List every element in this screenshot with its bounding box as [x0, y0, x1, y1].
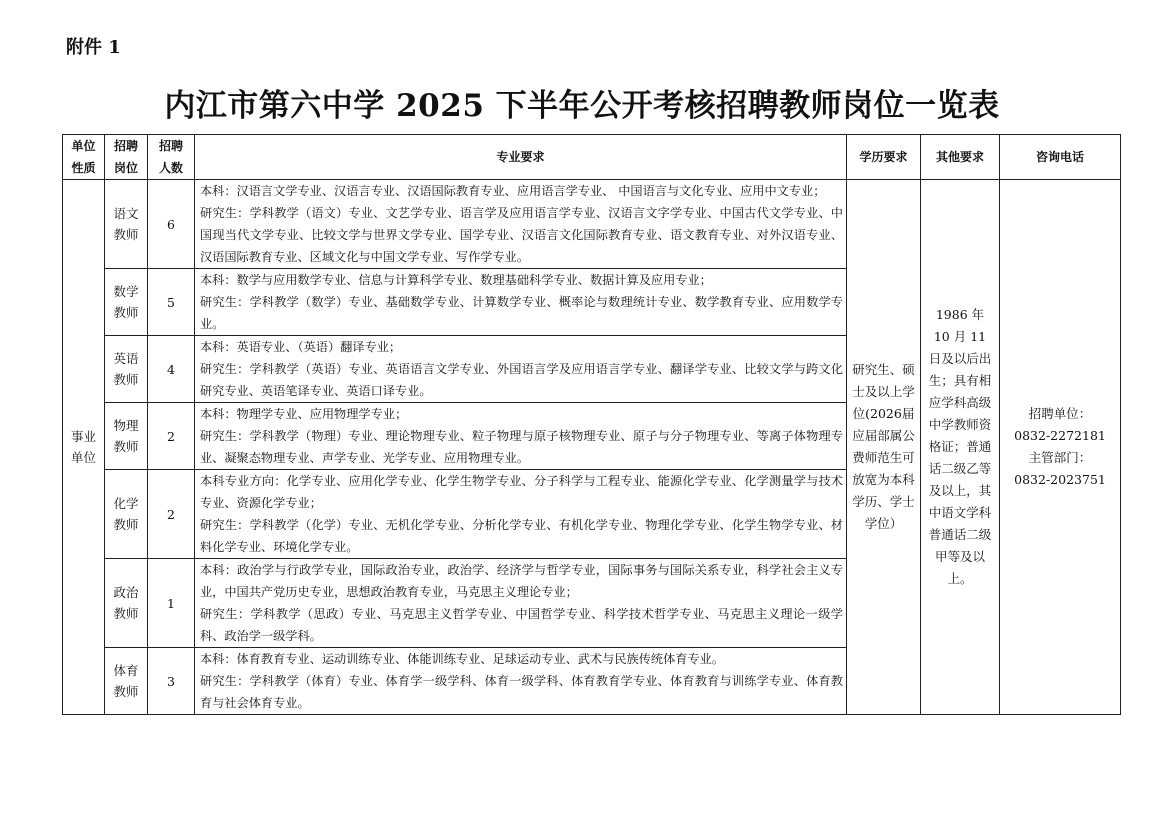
- page-title: 内江市第六中学 2025 下半年公开考核招聘教师岗位一览表: [164, 88, 1000, 124]
- header-major: 专业要求: [195, 135, 847, 180]
- post-cell: 语文 教师: [105, 180, 148, 269]
- recruitment-table: [62, 134, 1121, 715]
- attachment-label: 附件 1: [66, 37, 121, 58]
- count-cell: 6: [148, 180, 195, 269]
- other-requirement-cell: 1986 年 10 月 11 日及以后出生；具有相应学科高级中学教师资格证；普通话二级乙等及以上，其中语文学科普通话二级甲等及以上。: [921, 180, 1000, 715]
- education-cell: 研究生、硕士及以上学位(2026届应届部属公费师范生可放宽为本科学历、学士学位）: [847, 180, 921, 715]
- major-cell: 本科：英语专业、（英语）翻译专业； 研究生：学科教学（英语）专业、英语语言文学专业、外国语言学及应用语言学专业、翻译学专业、比较文学与跨文化研究专业、英语笔译专业、英语口译专业。: [195, 336, 847, 403]
- post-cell: 体育 教师: [105, 648, 148, 715]
- major-cell: 本科：物理学专业、应用物理学专业； 研究生：学科教学（物理）专业、理论物理专业、粒子物理与原子核物理专业、原子与分子物理专业、等离子体物理专业、凝聚态物理专业、声学专业、光学专业、应用物理专业。: [195, 403, 847, 470]
- major-cell: 本科专业方向：化学专业、应用化学专业、化学生物学专业、分子科学与工程专业、能源化学专业、化学测量学与技术专业、资源化学专业； 研究生：学科教学（化学）专业、无机化学专业、分析化学专业、有机化学专业、物理化学专业、化学生物学专业、材料化学专业、环境化学专业。: [195, 470, 847, 559]
- header-other: 其他要求: [921, 135, 1000, 180]
- header-row: [63, 135, 1121, 180]
- contact-cell: [1000, 180, 1121, 715]
- major-cell: 本科：体育教育专业、运动训练专业、体能训练专业、足球运动专业、武术与民族传统体育专业。 研究生：学科教学（体育）专业、体育学一级学科、体育一级学科、体育教育学专业、体育教育与训练学专业、体育教育与社会体育专业。: [195, 648, 847, 715]
- contact-dept-label: 主管部门：: [1028, 450, 1092, 465]
- count-cell: 3: [148, 648, 195, 715]
- contact-unit-phone: 0832-2272181: [1014, 428, 1106, 443]
- count-cell: 2: [148, 470, 195, 559]
- header-unit-type: 单位 性质: [63, 135, 105, 180]
- post-cell: 物理 教师: [105, 403, 148, 470]
- header-count: 招聘 人数: [148, 135, 195, 180]
- count-cell: 4: [148, 336, 195, 403]
- post-cell: 数学 教师: [105, 269, 148, 336]
- post-cell: 英语 教师: [105, 336, 148, 403]
- contact-dept-phone: 0832-2023751: [1014, 472, 1106, 487]
- major-cell: 本科：汉语言文学专业、汉语言专业、汉语国际教育专业、应用语言学专业、 中国语言与文化专业、应用中文专业； 研究生：学科教学（语文）专业、文艺学专业、语言学及应用语言学专业、汉语言文字学专业、中国古代文学专业、中国现当代文学专业、比较文学与世界文学专业、国学专业、汉语言文化国际教育专业、语文教育专业、对外汉语专业、汉语国际教育专业、区域文化与中国文学专业、写作学专业。: [195, 180, 847, 269]
- header-post: 招聘 岗位: [105, 135, 148, 180]
- count-cell: 5: [148, 269, 195, 336]
- major-cell: 本科：数学与应用数学专业、信息与计算科学专业、数理基础科学专业、数据计算及应用专业； 研究生：学科教学（数学）专业、基础数学专业、计算数学专业、概率论与数理统计专业、数学教育专业、应用数学专业。: [195, 269, 847, 336]
- count-cell: 2: [148, 403, 195, 470]
- count-cell: 1: [148, 559, 195, 648]
- header-phone: 咨询电话: [1000, 135, 1121, 180]
- unit-type-cell: 事业 单位: [63, 180, 105, 715]
- contact-unit-label: 招聘单位：: [1028, 406, 1092, 421]
- post-cell: 政治 教师: [105, 559, 148, 648]
- major-cell: 本科：政治学与行政学专业，国际政治专业，政治学、经济学与哲学专业，国际事务与国际关系专业，科学社会主义专业，中国共产党历史专业，思想政治教育专业，马克思主义理论专业； 研究生：学科教学（思政）专业、马克思主义哲学专业、中国哲学专业、科学技术哲学专业、马克思主义理论一级学科、政治学一级学科。: [195, 559, 847, 648]
- table-row: [63, 180, 1121, 269]
- header-education: 学历要求: [847, 135, 921, 180]
- post-cell: 化学 教师: [105, 470, 148, 559]
